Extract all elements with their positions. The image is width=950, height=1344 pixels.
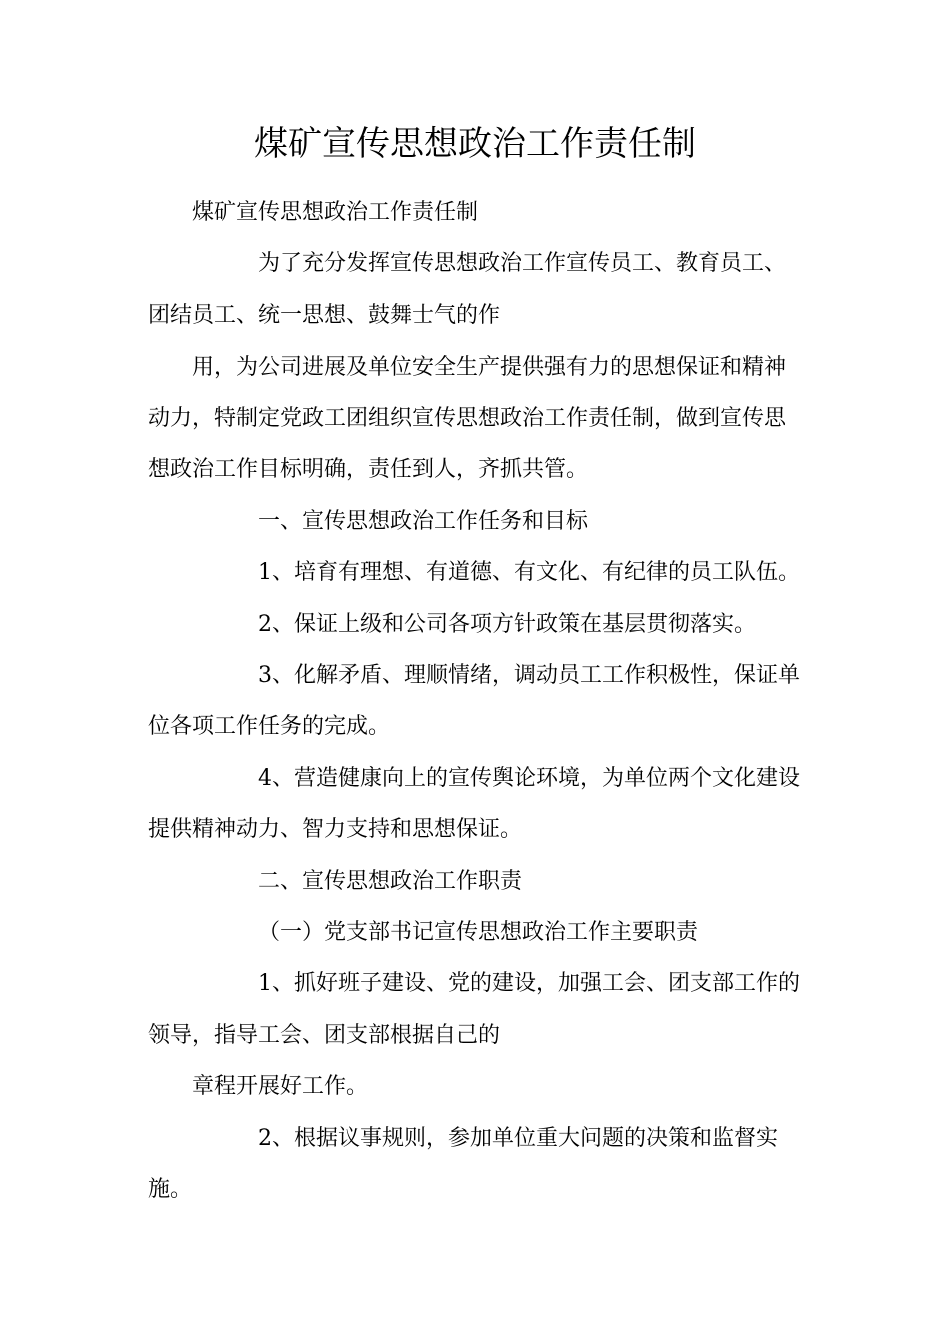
paragraph-line: 施。 (148, 1177, 193, 1202)
paragraph-line: 领导，指导工会、团支部根据自己的 (148, 1023, 501, 1048)
paragraph-line: 煤矿宣传思想政治工作责任制 (192, 200, 479, 225)
list-item: 1、抓好班子建设、党的建设，加强工会、团支部工作的 (258, 971, 800, 996)
paragraph-line: 章程开展好工作。 (192, 1074, 369, 1099)
paragraph-line: 提供精神动力、智力支持和思想保证。 (148, 817, 523, 842)
paragraph-line: 想政治工作目标明确，责任到人，齐抓共管。 (148, 457, 589, 482)
list-item: 1、培育有理想、有道德、有文化、有纪律的员工队伍。 (258, 560, 800, 585)
paragraph-line: 为了充分发挥宣传思想政治工作宣传员工、教育员工、 (258, 251, 787, 276)
section-heading: 二、宣传思想政治工作职责 (258, 869, 523, 894)
list-item: 4、营造健康向上的宣传舆论环境，为单位两个文化建设 (258, 766, 800, 791)
paragraph-line: 动力，特制定党政工团组织宣传思想政治工作责任制，做到宣传思 (148, 406, 787, 431)
subsection-heading: （一）党支部书记宣传思想政治工作主要职责 (258, 920, 699, 945)
paragraph-line: 用，为公司进展及单位安全生产提供强有力的思想保证和精神 (192, 355, 787, 380)
paragraph-line: 团结员工、统一思想、鼓舞士气的作 (148, 303, 501, 328)
section-heading: 一、宣传思想政治工作任务和目标 (258, 509, 589, 534)
paragraph-line: 位各项工作任务的完成。 (148, 714, 391, 739)
list-item: 2、保证上级和公司各项方针政策在基层贯彻落实。 (258, 612, 756, 637)
list-item: 3、化解矛盾、理顺情绪，调动员工工作积极性，保证单 (258, 663, 800, 688)
list-item: 2、根据议事规则，参加单位重大问题的决策和监督实 (258, 1126, 778, 1151)
document-title: 煤矿宣传思想政治工作责任制 (254, 124, 696, 164)
